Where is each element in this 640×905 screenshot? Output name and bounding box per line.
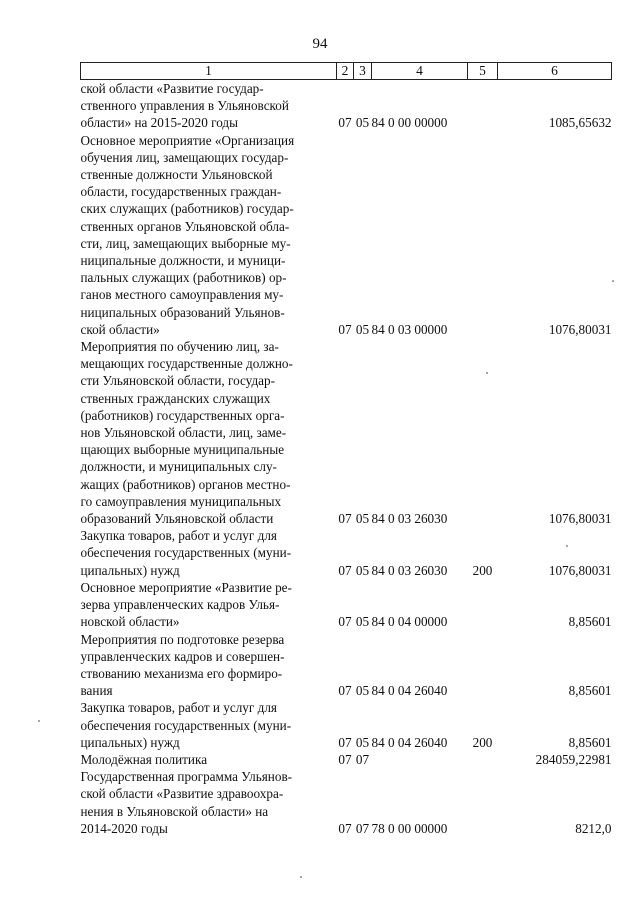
description-line: Закупка товаров, работ и услуг для — [80, 528, 277, 544]
description-line: Мероприятия по подготовке резерва — [80, 631, 285, 647]
row-description — [81, 527, 337, 579]
subsection-code: 05 — [355, 562, 370, 578]
table-row — [81, 699, 612, 751]
expense-type-code — [468, 768, 498, 837]
description-line: ниципальные должности, и муници- — [80, 253, 286, 269]
description-line: 2014-2020 годы — [80, 820, 168, 836]
description-line: мещающих государственные должно- — [80, 356, 293, 372]
description-line: сти, лиц, замещающих выборные му- — [80, 235, 291, 251]
amount: 1076,80031 — [548, 511, 612, 527]
section-code: 07 — [338, 115, 352, 131]
subsection-code: 07 — [355, 751, 370, 767]
scan-speck — [300, 876, 302, 878]
expense-type-code: 200 — [472, 562, 493, 578]
target-article-code — [372, 751, 468, 768]
amount: 8,85601 — [568, 683, 612, 699]
description-line: Основное мероприятие «Организация — [80, 132, 295, 148]
subsection-code: 05 — [355, 511, 370, 527]
description-line: ской области» — [80, 321, 160, 337]
amount: 1076,80031 — [548, 321, 612, 337]
description-line: (работников) государственных орга- — [80, 407, 285, 423]
subsection-code: 07 — [355, 820, 370, 836]
amount: 8,85601 — [568, 614, 612, 630]
table-row — [81, 631, 612, 700]
row-description — [81, 338, 337, 527]
description-line: вания — [80, 683, 113, 699]
description-line: зерва управленческих кадров Улья- — [80, 597, 280, 613]
description-line: области» на 2015-2020 годы — [80, 115, 238, 131]
description-line: ственных органов Ульяновской обла- — [80, 218, 290, 234]
table-row — [81, 527, 612, 579]
row-description — [81, 80, 337, 132]
target-article-code: 84 0 04 26040 — [371, 734, 448, 750]
amount: 1076,80031 — [548, 562, 612, 578]
section-code: 07 — [338, 321, 352, 337]
section-code: 07 — [338, 562, 352, 578]
section-code: 07 — [338, 734, 352, 750]
expense-type-code — [468, 579, 498, 631]
expense-type-code — [468, 80, 498, 132]
description-line: ципальных) нужд — [80, 562, 180, 578]
table-row — [81, 132, 612, 338]
description-line: ственного управления в Ульяновской — [80, 98, 289, 114]
subsection-code: 05 — [355, 614, 370, 630]
description-line: нов Ульяновской области, лиц, заме- — [80, 425, 287, 441]
description-line: нения в Ульяновской области» на — [80, 803, 269, 819]
table-row — [81, 768, 612, 837]
scan-speck — [38, 720, 40, 722]
target-article-code: 78 0 00 00000 — [371, 820, 448, 836]
description-line: Основное мероприятие «Развитие ре- — [80, 579, 292, 595]
description-line: должности, и муниципальных слу- — [80, 459, 277, 475]
description-line: го самоуправления муниципальных — [80, 493, 282, 509]
target-article-code: 84 0 03 26030 — [371, 511, 448, 527]
description-line: пальных служащих (работников) ор- — [80, 270, 287, 286]
description-line: щающих выборные муниципальные — [80, 442, 285, 458]
section-code: 07 — [338, 683, 352, 699]
column-header-3: 3 — [354, 63, 372, 80]
target-article-code: 84 0 03 00000 — [371, 321, 448, 337]
description-line: ганов местного самоуправления му- — [80, 287, 284, 303]
column-header-5: 5 — [468, 63, 498, 80]
subsection-code: 05 — [355, 683, 370, 699]
column-header-4: 4 — [372, 63, 468, 80]
expense-type-code — [468, 132, 498, 338]
amount: 8,85601 — [568, 734, 612, 750]
section-code: 07 — [338, 751, 352, 767]
description-line: образований Ульяновской области — [80, 511, 274, 527]
subsection-code: 05 — [355, 115, 370, 131]
row-description — [81, 631, 337, 700]
subsection-code: 05 — [355, 734, 370, 750]
page-number: 94 — [312, 36, 328, 52]
amount: 1085,65632 — [548, 115, 612, 131]
expense-type-code — [468, 631, 498, 700]
amount: 8212,0 — [575, 820, 612, 836]
section-code: 07 — [338, 820, 352, 836]
column-header-6: 6 — [498, 63, 612, 80]
row-description — [81, 699, 337, 751]
target-article-code: 84 0 03 26030 — [371, 562, 448, 578]
subsection-code: 05 — [355, 321, 370, 337]
description-line: жащих (работников) органов местно- — [80, 476, 291, 492]
expense-type-code: 200 — [472, 734, 493, 750]
column-header-1: 1 — [81, 63, 337, 80]
expense-type-code — [468, 751, 498, 768]
target-article-code: 84 0 00 00000 — [371, 115, 448, 131]
scan-speck — [566, 545, 568, 547]
scan-speck — [486, 372, 488, 374]
description-line: ских служащих (работников) государ- — [80, 201, 294, 217]
description-line: обеспечения государственных (муни- — [80, 717, 292, 733]
description-line: ственных гражданских служащих — [80, 390, 271, 406]
table-header-row — [81, 63, 612, 80]
table-body — [81, 80, 612, 837]
row-description — [81, 132, 337, 338]
description-line: Закупка товаров, работ и услуг для — [80, 700, 277, 716]
description-line: ской области «Развитие здравоохра- — [80, 786, 284, 802]
description-line: ственные должности Ульяновской — [80, 167, 273, 183]
description-line: ской области «Развитие государ- — [80, 81, 264, 96]
budget-table — [80, 62, 612, 837]
description-line: области, государственных граждан- — [80, 184, 282, 200]
expense-type-code — [468, 338, 498, 527]
description-line: управленческих кадров и совершен- — [80, 648, 285, 664]
description-line: обеспечения государственных (муни- — [80, 545, 292, 561]
description-line: ципальных) нужд — [80, 734, 180, 750]
table-row — [81, 80, 612, 132]
description-line: новской области» — [80, 614, 180, 630]
amount: 284059,22981 — [535, 751, 612, 767]
table-row — [81, 751, 612, 768]
row-description — [81, 579, 337, 631]
row-description — [81, 751, 337, 768]
description-line: Мероприятия по обучению лиц, за- — [80, 339, 279, 355]
description-line: сти Ульяновской области, государ- — [80, 373, 275, 389]
column-header-2: 2 — [337, 63, 354, 80]
scan-speck — [612, 280, 614, 282]
section-code: 07 — [338, 614, 352, 630]
description-line: ниципальных образований Ульянов- — [80, 304, 285, 320]
target-article-code: 84 0 04 00000 — [371, 614, 448, 630]
table-row — [81, 338, 612, 527]
target-article-code: 84 0 04 26040 — [371, 683, 448, 699]
description-line: Государственная программа Ульянов- — [80, 769, 293, 785]
section-code: 07 — [338, 511, 352, 527]
description-line: Молодёжная политика — [80, 751, 208, 767]
row-description — [81, 768, 337, 837]
table-row — [81, 579, 612, 631]
description-line: ствованию механизма его формиро- — [80, 665, 283, 681]
description-line: обучения лиц, замещающих государ- — [80, 149, 289, 165]
